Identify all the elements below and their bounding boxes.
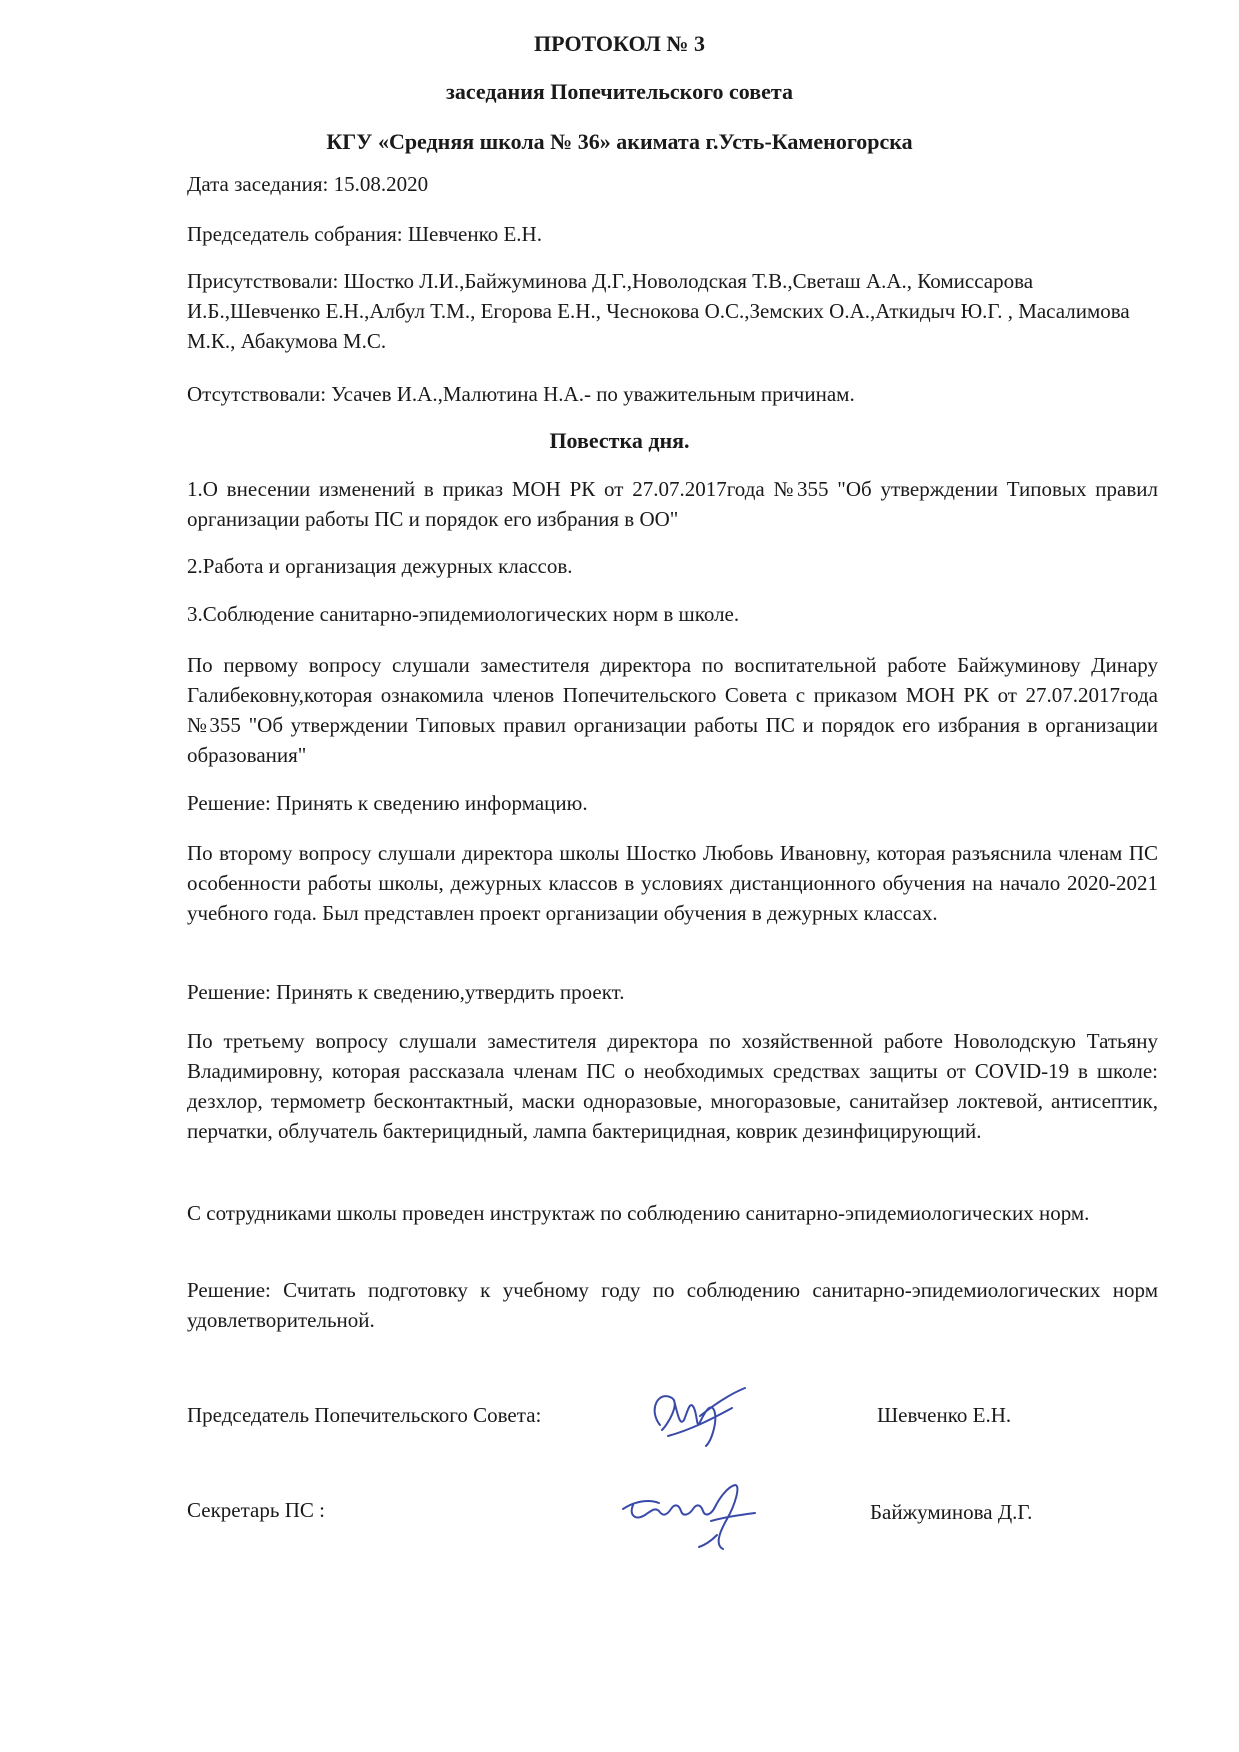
secretary-signature (615, 1475, 765, 1555)
chair-name: Шевченко Е.Н. (877, 1403, 1012, 1427)
protocol-subtitle: заседания Попечительского совета (446, 79, 793, 104)
question-1-text: По первому вопросу слушали заместителя директора по воспитательной работе Байжуминову Динару Галибековну,которая ознакомила членов Попечительского Совета с приказом МОН РК от 27.07.2017года №355 "Об утверждении Типовых правил организации работы ПС и порядок его избрания в организации образования" (187, 653, 1158, 767)
meeting-date: Дата заседания: 15.08.2020 (187, 172, 429, 196)
protocol-title: ПРОТОКОЛ № 3 (534, 31, 705, 56)
agenda-heading: Повестка дня. (549, 428, 690, 453)
question-2-decision: Решение: Принять к сведению,утвердить проект. (187, 980, 625, 1004)
secretary-signature-label: Секретарь ПС : (187, 1498, 325, 1522)
question-3-instruction: С сотрудниками школы проведен инструктаж по соблюдению санитарно-эпидемиологических норм. (187, 1201, 1090, 1225)
chair-signature-label: Председатель Попечительского Совета: (187, 1403, 542, 1427)
agenda-item-2: 2.Работа и организация дежурных классов. (187, 554, 573, 578)
agenda-item-3: 3.Соблюдение санитарно-эпидемиологических норм в школе. (187, 602, 740, 626)
question-3-text: По третьему вопросу слушали заместителя директора по хозяйственной работе Новолодскую Татьяну Владимировну, которая рассказала членам ПС о необходимых средствах защиты от COVID-19 в школе: дезхлор, термометр бесконтактный, маски одноразовые, многоразовые, санитайзер локтевой, антисептик, перчатки, облучатель бактерицидный, лампа бактерицидная, коврик дезинфицирующий. (187, 1029, 1158, 1143)
meeting-chair: Председатель собрания: Шевченко Е.Н. (187, 222, 542, 246)
question-1-decision: Решение: Принять к сведению информацию. (187, 791, 588, 815)
absent-list: Отсутствовали: Усачев И.А.,Малютина Н.А.- по уважительным причинам. (187, 382, 855, 406)
question-3-decision: Решение: Считать подготовку к учебному году по соблюдению санитарно-эпидемиологических норм удовлетворительной. (187, 1278, 1158, 1332)
agenda-item-1: 1.О внесении изменений в приказ МОН РК от 27.07.2017года №355 "Об утверждении Типовых правил организации работы ПС и порядок его избрания в ОО" (187, 477, 1158, 531)
present-list: Присутствовали: Шостко Л.И.,Байжуминова Д.Г.,Новолодская Т.В.,Светаш А.А., Комиссарова И.Б.,Шевченко Е.Н.,Албул Т.М., Егорова Е.Н., Чеснокова О.С.,Земских О.А.,Аткидыч Ю.Г. , Масалимова М.К., Абакумова М.С. (187, 269, 1130, 353)
organization-name: КГУ «Средняя школа № 36» акимата г.Усть-Каменогорска (326, 129, 913, 154)
secretary-name: Байжуминова Д.Г. (870, 1500, 1033, 1524)
question-2-text: По второму вопросу слушали директора школы Шостко Любовь Ивановну, которая разъяснила членам ПС особенности работы школы, дежурных классов в условиях дистанционного обучения на начало 2020-2021 учебного года. Был представлен проект организации обучения в дежурных классах. (187, 841, 1158, 925)
chair-signature (640, 1380, 750, 1450)
